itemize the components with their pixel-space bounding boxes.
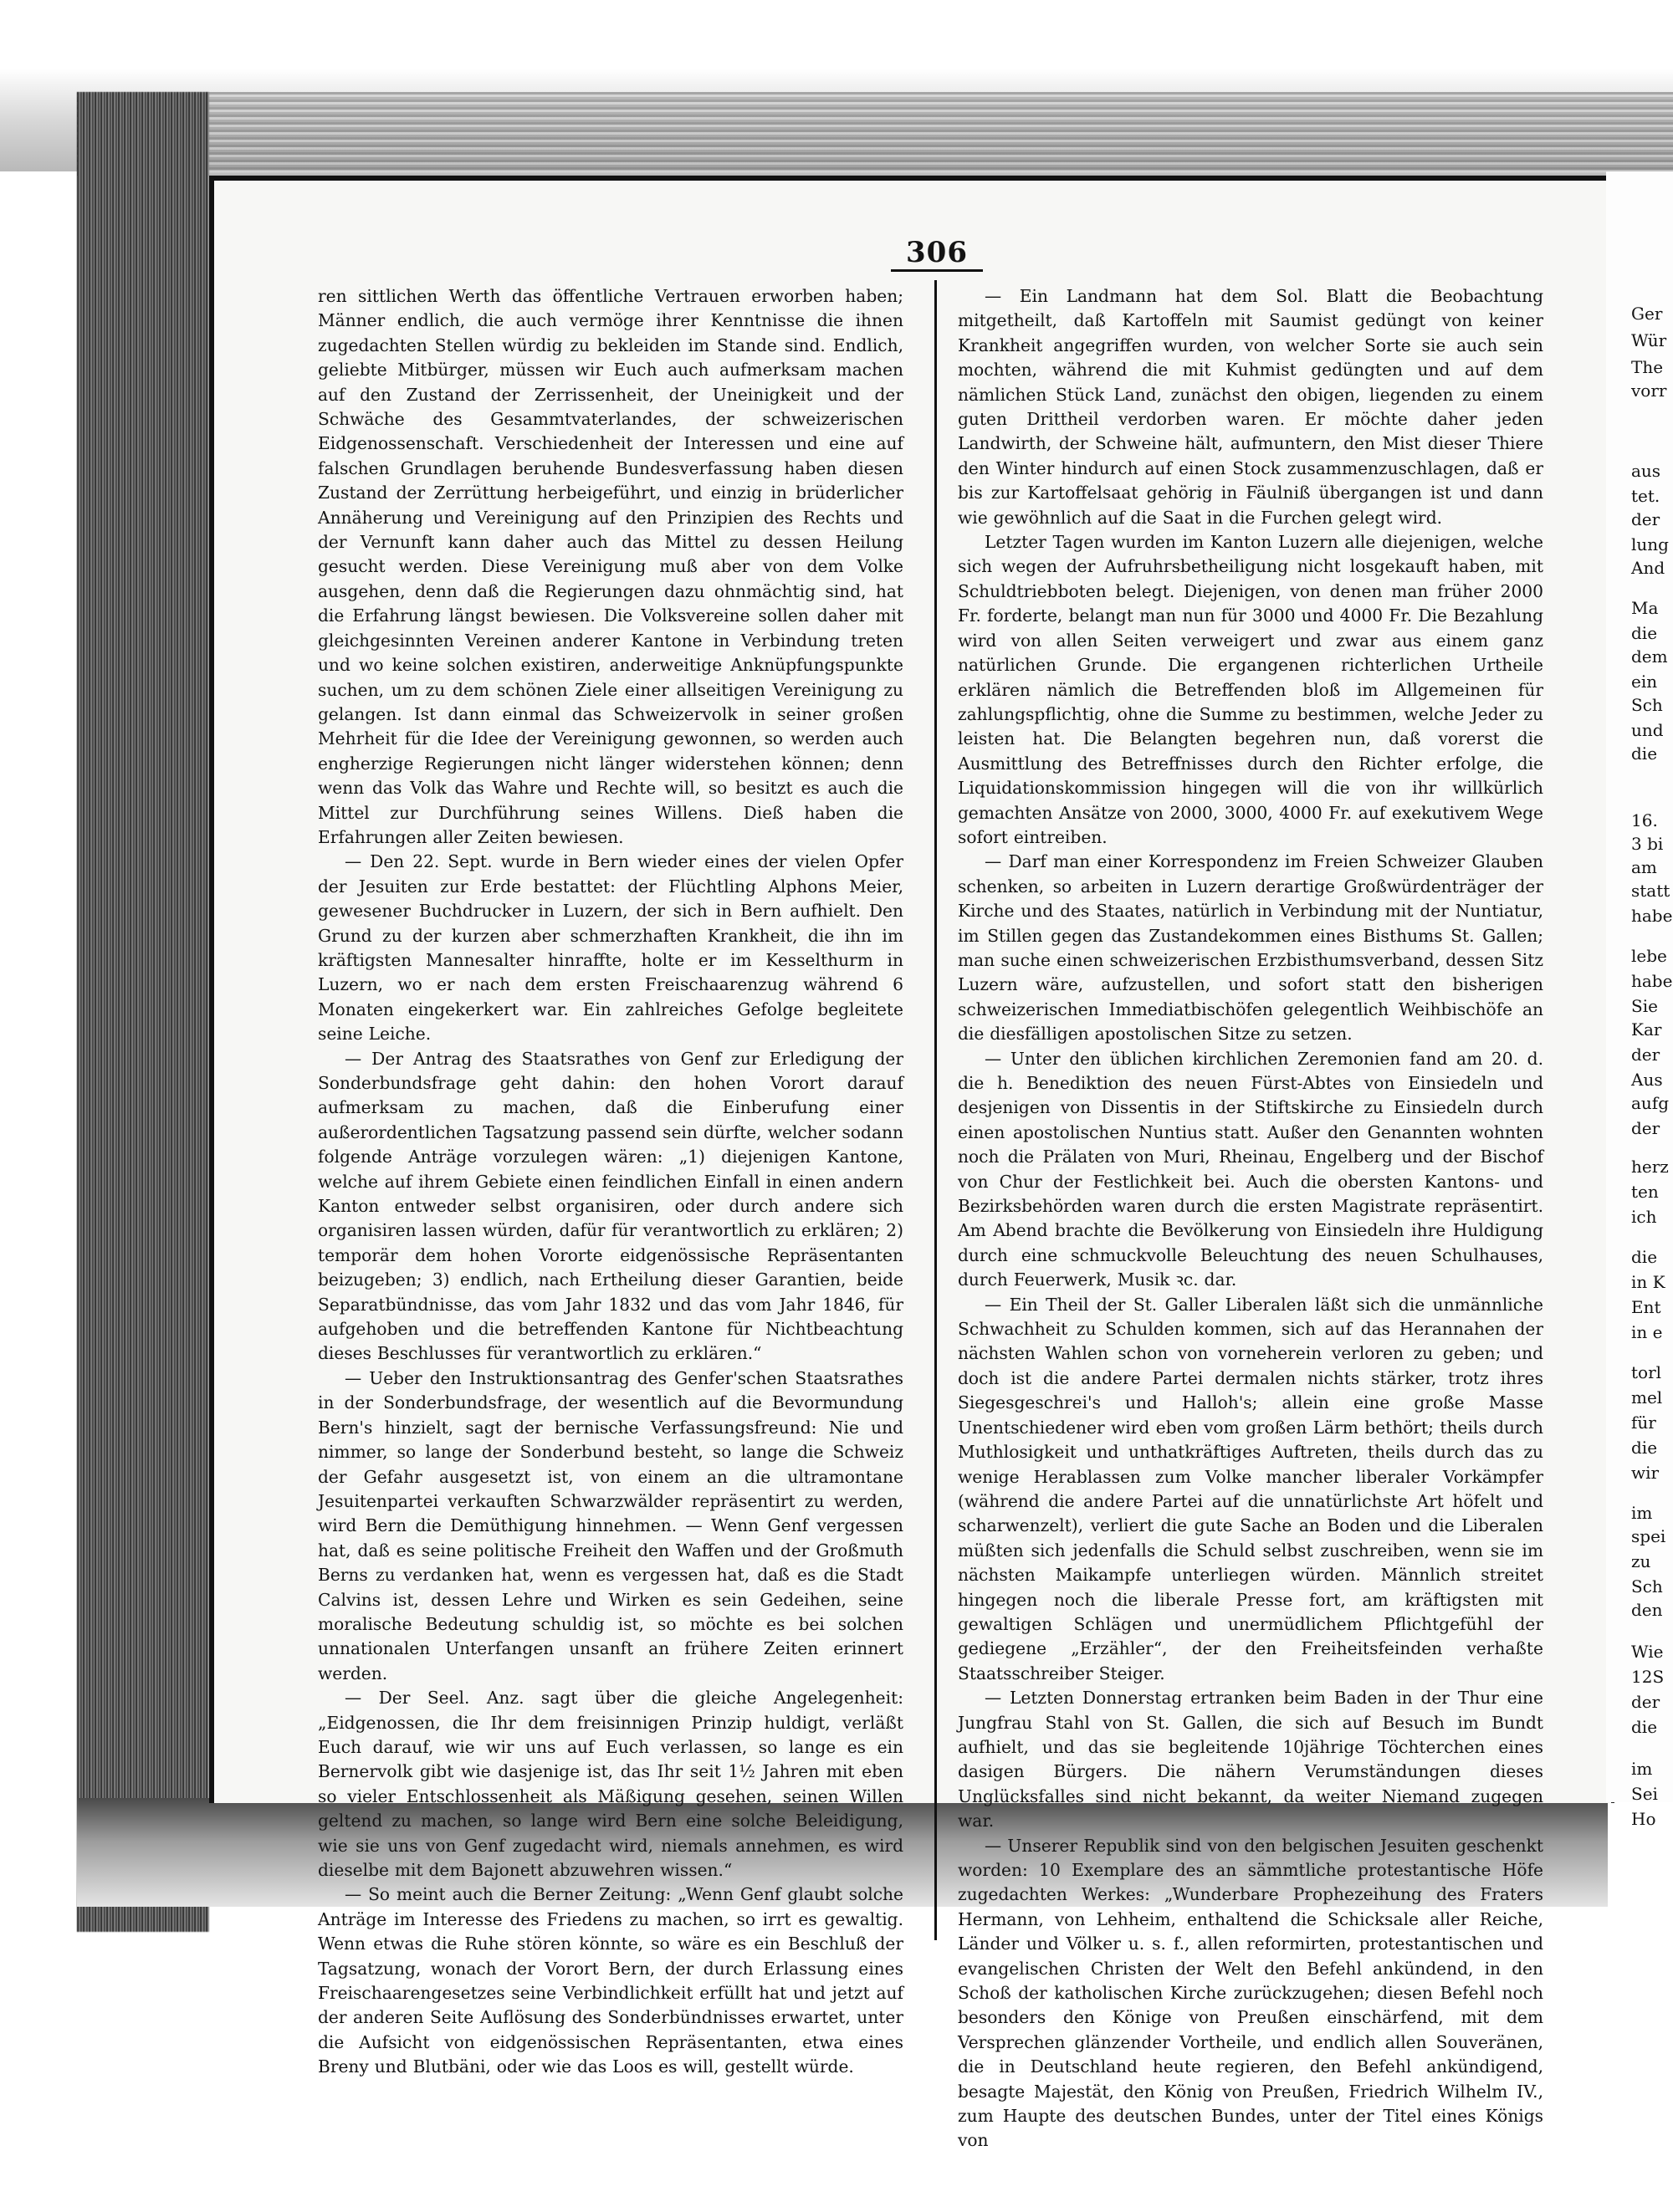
article-paragraph: ren sittlichen Werth das öffentliche Vertrauen erworben haben; Männer endlich, die auch vermöge ihrer Kenntnisse die ihnen zugedachten Stellen würdig zu bekleiden im Stande sind. Endlich, geliebte Mitbürger, müssen wir Euch auch aufmerksam machen auf den Zustand der Zerrissenheit, der Uneinigkeit und der Schwäche des Gesammtvaterlandes, der schweizerischen Eidgenossenschaft. Verschiedenheit der Interessen und eine auf falschen Grundlagen beruhende Bundesverfassung haben diesen Zustand der Zerrüttung herbeigeführt, und einzig in brüderlicher Annäherung und Vereinigung auf den Prinzipien des Rechts und der Vernunft kann daher auch das Mittel zu dessen Heilung gesucht werden. Diese Vereinigung muß aber von dem Volke ausgehen, denn daß die Regierungen dazu ohnmächtig sind, hat die Erfahrung längst bewiesen. Die Volksvereine sollen daher mit gleichgesinnten Vereinen anderer Kantone in Verbindung treten und wo keine solchen existiren, anderweitige Anknüpfungspunkte suchen, um zu dem schönen Ziele einer allseitigen Vereinigung zu gelangen. Ist dann einmal das Schweizervolk in seiner großen Mehrheit für die Idee der Vereinigung gewonnen, so werden auch engherzige Regierungen nicht länger widerstehen können; denn wenn das Volk das Wahre und Rechte will, so besitzt es auch die Mittel zur Durchführung seines Willens. Dieß haben die Erfahrungen aller Zeiten bewiesen. (318, 286, 903, 847)
next-page-fragment: Aus (1631, 1070, 1663, 1090)
next-page-fragment: vorr (1631, 381, 1667, 401)
next-page-fragment: Ho (1631, 1809, 1656, 1829)
next-page-fragment: und (1631, 720, 1664, 740)
article-paragraph: — Unter den üblichen kirchlichen Zeremonien fand am 20. d. die h. Benediktion des neuen Fürst-Abtes von Einsiedeln und desjenigen von Dissentis in der Stiftskirche zu Einsiedeln durch einen apostolischen Nuntius statt. Außer den Genannten wohnten noch die Prälaten von Muri, Rheinau, Engelberg und der Bischof von Chur der Festlichkeit bei. Auch die obersten Kantons- und Bezirksbehörden waren durch die ersten Magistrate repräsentirt. Am Abend brachte die Bevölkerung von Einsiedeln ihre Huldigung durch eine schmuckvolle Beleuchtung des neuen Schulhauses, durch Feuerwerk, Musik ꝛc. dar. (958, 1048, 1543, 1290)
book-page-stack-top (77, 92, 1673, 176)
next-page-fragment: in K (1631, 1272, 1665, 1292)
article-paragraph: — So meint auch die Berner Zeitung: „Wenn Genf glaubt solche Anträge im Interesse des Friedens zu machen, so irrt es gewaltig. Wenn etwas die Ruhe stören könnte, so wäre es ein Beschluß der Tagsatzung, wonach der Vorort Bern, der durch Erlassung eines Freischaarengesetzes seine Verbindlichkeit erfüllt hat und jetzt auf der anderen Seite Auflösung des Sonderbündnisses erwartet, unter die Aufsicht von eidgenössischen Repräsentanten, etwa eines Breny und Blutbäni, oder wie das Loos es will, gestellt würde. (318, 1884, 903, 2077)
next-page-fragment: Sie (1631, 996, 1658, 1016)
next-page-fragment: der (1631, 1692, 1660, 1712)
next-page-fragment: Ent (1631, 1297, 1661, 1317)
next-page-fragment: 3 bi (1631, 834, 1664, 854)
next-page-fragment: mel (1631, 1387, 1663, 1407)
next-page-fragment: Kar (1631, 1019, 1662, 1040)
next-page-fragment: lebe (1631, 946, 1667, 966)
next-page-fragment: der (1631, 1045, 1660, 1065)
next-page-fragment: Ma (1631, 598, 1659, 618)
next-page-fragment: die (1631, 1247, 1658, 1267)
next-page-fragment: The (1631, 357, 1664, 377)
article-paragraph: Letzter Tagen wurden im Kanton Luzern alle diejenigen, welche sich wegen der Aufruhrsbetheiligung nicht losgekauft haben, mit Schuldtriebboten belegt. Diejenigen, von denen man früher 2000 Fr. forderte, belangt man nun für 3000 und 4000 Fr. Die Bezahlung wird von allen Seiten verweigert und zwar aus einem ganz natürlichen Grunde. Die ergangenen richterlichen Urtheile erklären nämlich die Betreffenden bloß im Allgemeinen für zahlungspflichtig, ohne die Summe zu bestimmen, welche Jeder zu leisten hat. Die Belangten begehren nun, daß vorerst die Ausmittlung des Betreffnisses durch den Richter erfolge, die Liquidationskommission hingegen will die von ihr willkürlich gemachten Ansätze von 2000, 3000, 4000 Fr. auf exekutivem Wege sofort eintreiben. (958, 532, 1543, 847)
article-paragraph: — Letzten Donnerstag ertranken beim Baden in der Thur eine Jungfrau Stahl von St. Gallen, die sich auf Besuch im Bundt aufhielt, und das sie begleitende 10jährige Töchterchen eines dasigen Bürgers. Die nähern Verumständungen dieses Unglücksfalles sind nicht bekannt, da weiter Niemand zugegen war. (958, 1688, 1543, 1831)
page-number-rule (891, 269, 983, 272)
article-paragraph: — Unserer Republik sind von den belgischen Jesuiten geschenkt worden: 10 Exemplare des an sämmtliche protestantische Höfe zugedachten Werkes: „Wunderbare Prophezeihung des Fraters Hermann, von Lehheim, enthaltend die Schicksale aller Reiche, Länder und Völker u. s. f., allen reformirten, protestantischen und evangelischen Christen der Welt den Befehl ankündend, in den Schoß der katholischen Kirche zurückzugehen; diesen Befehl noch besonders den Könige von Preußen einschärfend, mit dem Versprechen glänzender Vortheile, und endlich allen Souveränen, die in Deutschland heute regieren, den Befehl ankündigend, besagte Majestät, den König von Preußen, Friedrich Wilhelm IV., zum Haupte des deutschen Bundes, unter der Titel eines Königs von (958, 1835, 1543, 2151)
next-page-fragment: ten (1631, 1182, 1659, 1202)
article-paragraph: — Darf man einer Korrespondenz im Freien Schweizer Glauben schenken, so arbeiten in Luzern derartige Großwürdenträger der Kirche und des Staates, natürlich in Verbindung mit der Nuntiatur, im Stillen gegen das Zustandekommen eines Bisthums St. Gallen; man suche einen schweizerischen Erzbisthumsverband, dessen Sitz Luzern wäre, aufzustellen, und sofort statt den bisherigen schweizerischen Immediatbischöfen gelegentlich Weihbischöfe an die diesfälligen apostolischen Sitze zu setzen. (958, 851, 1543, 1045)
next-page-fragment: And (1631, 558, 1665, 578)
next-page-fragment: den (1631, 1600, 1663, 1620)
next-page-fragment: die (1631, 743, 1658, 764)
next-page-fragment: 16. (1631, 810, 1658, 830)
column-right (958, 284, 1543, 2153)
next-page-fragment: zu (1631, 1551, 1651, 1571)
next-page-fragment: 12S (1631, 1667, 1665, 1687)
next-page-fragment: tet. (1631, 486, 1660, 506)
next-page-fragment: dem (1631, 646, 1668, 667)
next-page-fragment: habe (1631, 971, 1673, 991)
next-page-fragment: ein (1631, 672, 1658, 692)
next-page-fragment: die (1631, 623, 1658, 643)
next-page-fragment: die (1631, 1717, 1658, 1737)
next-page-fragment: Sch (1631, 695, 1663, 715)
next-page-fragment: ich (1631, 1207, 1657, 1227)
next-page-fragment: lung (1631, 534, 1669, 554)
next-page-fragment: für (1631, 1413, 1656, 1433)
article-paragraph: — Ueber den Instruktionsantrag des Genfer'schen Staatsrathes in der Sonderbundsfrage, der wesentlich auf die Bevormundung Bern's hinzielt, sagt der bernische Verfassungsfreund: Nie und nimmer, so lange der Sonderbund besteht, so lange die Schweiz der Gefahr ausgesetzt ist, von einem an die ultramontane Jesuitenpartei verkauften Schwarzwälder repräsentirt zu werden, wird Bern die Demüthigung hinnehmen. — Wenn Genf vergessen hat, daß es seine politische Freiheit den Waffen und der Großmuth Berns zu verdanken hat, wenn es vergessen hat, daß es die Stadt Calvins ist, dessen Lehre und Wirken es sein Gedeihen, seine moralische Bedeutung schuldig ist, so möchte es bei solchen unnationalen Unterfangen unsanft an frühere Zeiten erinnert werden. (318, 1367, 903, 1683)
article-paragraph: — Der Seel. Anz. sagt über die gleiche Angelegenheit: „Eidgenossen, die Ihr dem freisinnigen Prinzip huldigt, verläßt Euch darauf, wie wir uns auf Euch verlassen, so lange es ein Bernervolk gibt wie dasjenige ist, das Ihr seit 1½ Jahren mit eben so vieler Entschlossenheit als Mäßigung gesehen, seinen Willen geltend zu machen, so lange wird Bern eine solche Beleidigung, wie sie uns von Genf zugedacht wird, niemals annehmen, es wird dieselbe mit dem Bajonett abzuwehren wissen.“ (318, 1688, 903, 1880)
next-page-fragment: Sch (1631, 1576, 1663, 1596)
next-page-fragment: Wie (1631, 1642, 1664, 1662)
next-page-fragment: der (1631, 1118, 1660, 1138)
next-page-fragment: die (1631, 1438, 1658, 1458)
next-page-fragment: Wür (1631, 330, 1667, 350)
next-page-fragment: im (1631, 1503, 1653, 1523)
next-page-fragment: in e (1631, 1322, 1663, 1342)
page-number: 306 (906, 236, 968, 269)
next-page-fragment: Sei (1631, 1784, 1658, 1804)
next-page-fragment: torl (1631, 1362, 1662, 1382)
next-page-fragment: spei (1631, 1526, 1666, 1546)
next-page-fragment: am (1631, 857, 1657, 877)
article-paragraph: — Den 22. Sept. wurde in Bern wieder eines der vielen Opfer der Jesuiten zur Erde bestattet: der Flüchtling Alphons Meier, gewesener Buchdrucker in Luzern, der sich in Bern aufhielt. Den Grund zu der kurzen aber schmerzhaften Krankheit, die ihn im kräftigsten Mannesalter hinraffte, holte er im Kesselthurm in Luzern, wo er nach dem ersten Freischaarenzug während 6 Monaten eingekerkert war. Ein zahlreiches Gefolge begleitete seine Leiche. (318, 851, 903, 1045)
article-paragraph: — Ein Theil der St. Galler Liberalen läßt sich die unmännliche Schwachheit zu Schulden kommen, sich auf das Herannahen der nächsten Wahlen schon von vorneherein verloren zu geben; und doch ist die andere Partei dermalen nichts stärker, trotz ihres Siegesgeschrei's und Halloh's; allein eine große Masse Unentschiedener wird eben vom großen Lärm bethört; theils durch Muthlosigkeit und unthatkräftiges Auftreten, theils durch das zu wenige Herablassen zum Volke mancher liberaler Vorkämpfer (während die andere Partei auf die unnatürlichste Art höfelt und scharwenzelt), verliert die gute Sache an Boden und die Liberalen müßten sich jedenfalls die Schuld selbst zuschreiben, wenn sie im nächsten Maikampfe unterliegen würden. Männlich streitet hingegen noch die liberale Presse fort, am kräftigsten mit gewaltigen Schlägen und unermüdlichem Pflichtgefühl der gediegene „Erzähler“, der den Freiheitsfeinden verhaßte Staatsschreiber Steiger. (958, 1294, 1543, 1683)
next-page-fragment: herz (1631, 1157, 1669, 1177)
next-page-fragment: wir (1631, 1463, 1660, 1483)
article-paragraph: — Der Antrag des Staatsrathes von Genf zur Erledigung der Sonderbundsfrage geht dahin: den hohen Vorort darauf aufmerksam zu machen, daß die Einberufung einer außerordentlichen Tagsatzung passend sein dürfte, welcher sodann folgende Anträge vorzulegen wären: „1) diejenigen Kantone, welche auf ihrem Gebiete einen feindlichen Einfall in einen andern Kanton entweder selbst organisiren, oder durch andere sich organisiren lassen würden, dafür für verantwortlich zu erklären; 2) temporär dem hohen Vororte eidgenössische Repräsentanten beizugeben; 3) endlich, nach Ertheilung dieser Garantien, beide Separatbündnisse, das vom Jahr 1832 und das vom Jahr 1846, für aufgehoben und die betreffenden Kantone für Nichtbeachtung dieses Beschlusses für verantwortlich zu erklären.“ (318, 1048, 903, 1364)
next-page-fragment: im (1631, 1759, 1653, 1779)
next-page-fragment: aufg (1631, 1093, 1670, 1113)
column-divider (934, 280, 937, 1940)
next-page-fragment: Ger (1631, 304, 1663, 324)
book-page-stack-left (77, 92, 209, 1932)
article-paragraph: — Ein Landmann hat dem Sol. Blatt die Beobachtung mitgetheilt, daß Kartoffeln mit Saumist gedüngt von keiner Krankheit angegriffen wurden, von welcher Sorte sie auch sein mochten, während die mit Kuhmist gedüngten und auf dem nämlichen Stück Land, zunächst den obigen, liegenden zu einem guten Drittheil verdorben waren. Er möchte daher jeden Landwirth, der Schweine hält, aufmuntern, den Mist dieser Thiere den Winter hindurch auf einen Stock zusammenzuschlagen, daß er bis zur Kartoffelsaat gehörig in Fäulniß übergangen ist und dann wie gewöhnlich auf die Saat in die Furchen gelegt wird. (958, 286, 1543, 528)
next-page-fragment: habe (1631, 906, 1673, 926)
next-page-fragment: aus (1631, 461, 1661, 481)
column-left (318, 284, 903, 2080)
next-page-fragment: statt (1631, 881, 1670, 901)
next-page-fragment: der (1631, 509, 1660, 529)
